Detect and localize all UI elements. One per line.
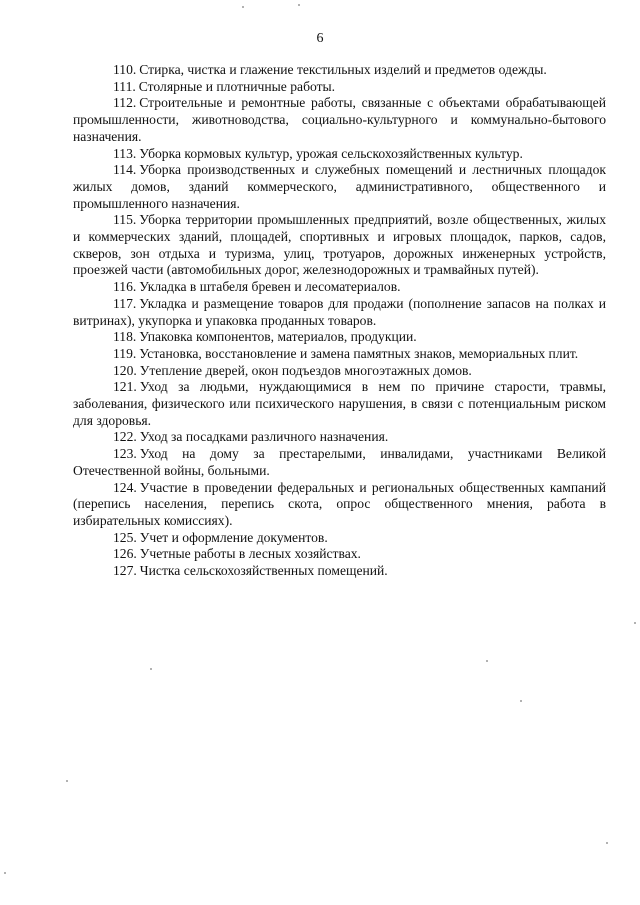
list-item [73,363,606,380]
item-text: Упаковка компонентов, материалов, продукции. [139,329,417,345]
scan-speck [606,842,608,844]
list-item [73,346,606,363]
list-item [73,429,606,446]
item-number: 111. [113,78,136,94]
item-text: Укладка в штабеля бревен и лесоматериалов. [139,279,401,295]
item-text: Столярные и плотничные работы. [138,78,336,94]
item-number: 122. [113,429,137,445]
item-text: Учет и оформление документов. [139,529,328,545]
item-number: 118. [113,329,137,345]
scan-speck [4,872,6,874]
list-item [73,329,606,346]
scan-speck [298,4,300,6]
list-item [73,446,606,479]
list-item [73,279,606,296]
item-number: 110. [113,62,137,77]
item-number: 115. [113,212,137,228]
list-item [73,212,606,279]
scan-speck [634,622,636,624]
item-number: 116. [113,279,137,295]
item-number: 126. [113,546,137,562]
item-text: Установка, восстановление и замена памятных знаков, мемориальных плит. [139,345,579,361]
item-number: 112. [113,95,137,111]
item-text: Уборка производственных и служебных помещений и лестничных площадок жилых домов, зданий коммерческого, административного, общественного и промышленного назначения. [73,162,606,211]
item-number: 119. [113,345,137,361]
list-item [73,530,606,547]
item-number: 121. [113,379,137,395]
scan-speck [242,6,244,8]
item-number: 120. [113,362,137,378]
list-item [73,480,606,530]
list-item [73,379,606,429]
list-item [73,162,606,212]
page-number: 6 [316,31,324,46]
item-number: 117. [113,295,137,311]
item-text: Уход за людьми, нуждающимися в нем по причине старости, травмы, заболевания, физического или психического нарушения, в связи с потенциальным риском для здоровья. [73,379,606,428]
item-text: Чистка сельскохозяйственных помещений. [139,563,388,579]
numbered-list [73,62,606,580]
list-item [73,546,606,563]
list-item [73,95,606,145]
item-number: 127. [113,563,137,579]
item-text: Уход за посадками различного назначения. [139,429,389,445]
scan-speck [486,660,488,662]
item-text: Стирка, чистка и глажение текстильных изделий и предметов одежды. [139,62,547,77]
item-text: Участие в проведении федеральных и региональных общественных кампаний (перепись населения, перепись скота, опрос общественного мнения, работа в избирательных комиссиях). [73,479,606,528]
item-text: Уход на дому за престарелыми, инвалидами, участниками Великой Отечественной войны, больными. [73,446,606,478]
list-item [73,296,606,329]
item-number: 114. [113,162,137,178]
item-text: Уборка территории промышленных предприятий, возле общественных, жилых и коммерческих зданий, площадей, спортивных и игровых площадок, парков, садов, скверов, зон отдыха и туризма, улиц, тротуаров, дорожных инженерных устройств, проезжей части (автомобильных дорог, железнодорожных и трамвайных путей). [73,212,606,278]
list-item [73,563,606,580]
scan-speck [66,780,68,782]
list-item [73,62,606,79]
list-item [73,146,606,163]
item-text: Утепление дверей, окон подъездов многоэтажных домов. [139,362,472,378]
item-number: 123. [113,446,137,462]
list-item [73,79,606,96]
item-text: Укладка и размещение товаров для продажи (пополнение запасов на полках и витринах), укупорка и упаковка проданных товаров. [73,295,606,328]
item-number: 113. [113,145,137,161]
item-number: 125. [113,529,137,545]
scan-speck [520,700,522,702]
item-text: Учетные работы в лесных хозяйствах. [139,546,361,562]
scan-speck [150,668,152,670]
item-number: 124. [113,479,137,495]
item-text: Строительные и ремонтные работы, связанные с объектами обрабатывающей промышленности, животноводства, социально-культурного и коммунально-бытового назначения. [73,95,606,144]
item-text: Уборка кормовых культур, урожая сельскохозяйственных культур. [139,145,523,161]
